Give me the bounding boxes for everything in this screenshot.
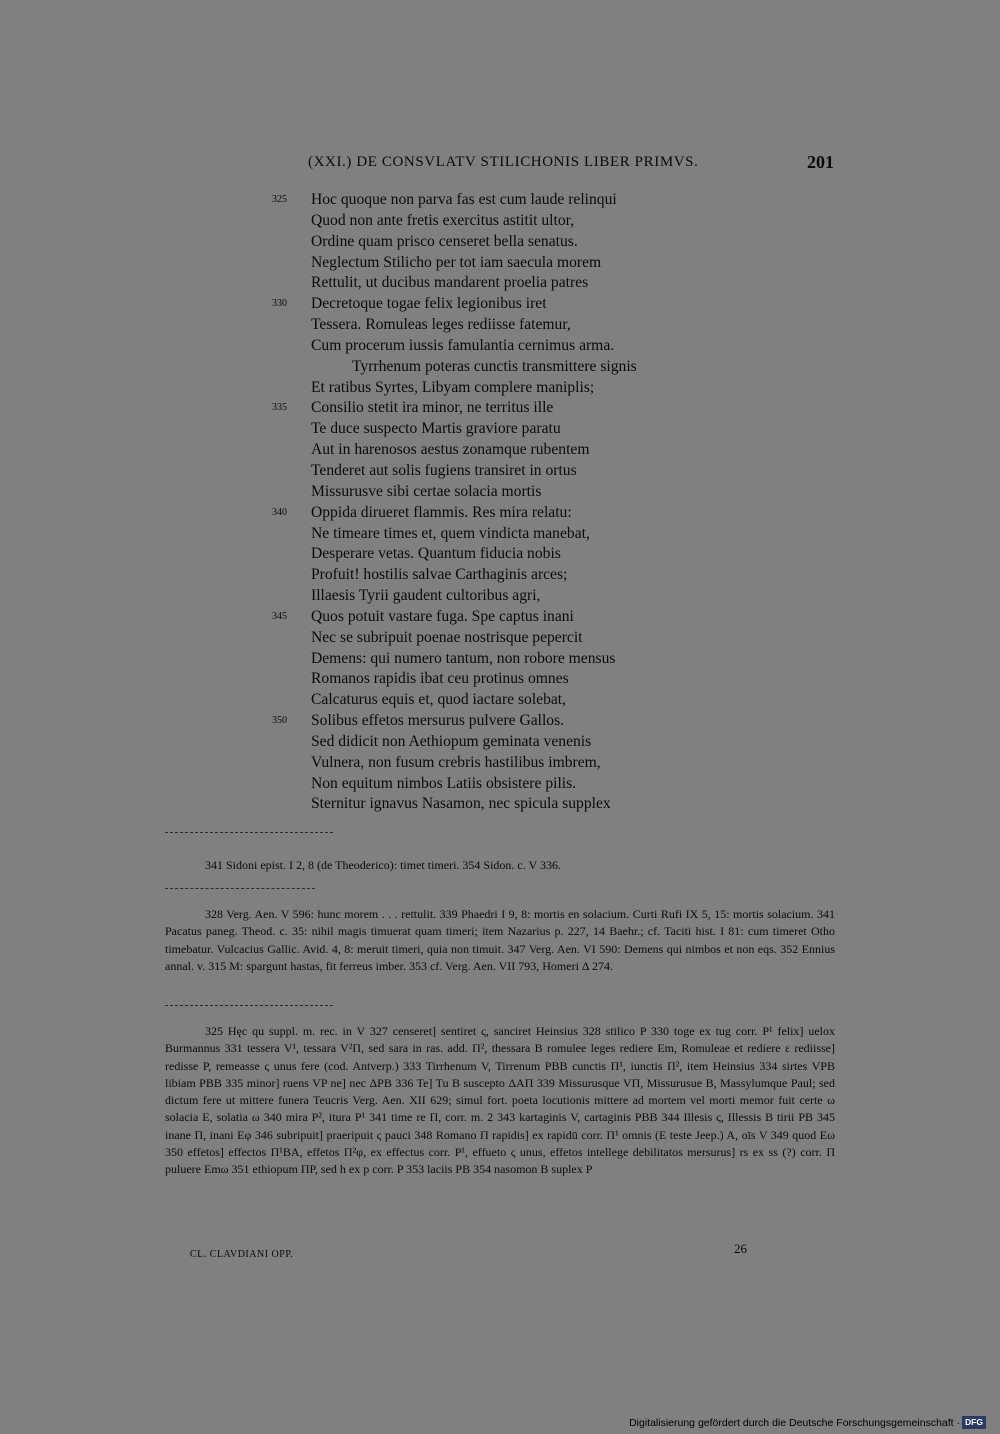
verse-text: Vulnera, non fusum crebris hastilibus imbrem,	[311, 753, 601, 771]
verse-text: Hoc quoque non parva fas est cum laude relinqui	[311, 191, 617, 208]
running-title: (XXI.) DE CONSVLATV STILICHONIS LIBER PRIMVS.	[308, 154, 699, 170]
apparatus-criticus	[165, 1023, 835, 1179]
page-number: 201	[807, 152, 834, 172]
signature-mark: CL. CLAVDIANI OPP.	[190, 1249, 294, 1260]
verse-line	[272, 378, 732, 399]
verse-text: Ordine quam prisco censeret bella senatus.	[311, 232, 578, 250]
verse-line	[272, 753, 732, 774]
verse-line	[272, 273, 732, 294]
verse-text: Missurusve sibi certae solacia mortis	[311, 482, 542, 500]
verse-text: Romanos rapidis ibat ceu protinus omnes	[311, 670, 569, 688]
separator-rule	[165, 832, 333, 834]
verse-text: Tessera. Romuleas leges rediisse fatemur,	[311, 316, 571, 334]
verse-text: Sed didicit non Aethiopum geminata venenis	[311, 732, 592, 750]
verse-line	[272, 357, 732, 378]
verse-text: Rettulit, ut ducibus mandarent proelia patres	[311, 274, 589, 292]
verse-text: Neglectum Stilicho per tot iam saecula morem	[311, 253, 602, 271]
verse-text: Consilio stetit ira minor, ne territus ille	[311, 399, 554, 417]
digitization-credit: Digitalisierung gefördert durch die Deutsche Forschungsgemeinschaft ·	[629, 1417, 960, 1429]
line-number: 340	[272, 506, 287, 518]
verse-text: Tyrrhenum poteras cunctis transmittere signis	[352, 357, 637, 375]
verse-line	[272, 690, 732, 711]
verse-line	[272, 607, 732, 628]
verse-line	[272, 336, 732, 357]
line-number: 350	[272, 715, 287, 727]
running-header	[308, 154, 834, 178]
verse-line	[272, 544, 732, 565]
verse-text: Non equitum nimbos Latiis obsistere pilis.	[311, 774, 577, 792]
verse-text: Sternitur ignavus Nasamon, nec spicula supplex	[311, 795, 611, 813]
verse-line	[272, 503, 732, 524]
line-number: 345	[272, 610, 287, 622]
parallels-footnotes	[165, 906, 835, 975]
verse-text: Profuit! hostilis salvae Carthaginis arces;	[311, 566, 568, 584]
verse-line	[272, 398, 732, 419]
verse-text: Nec se subripuit poenae nostrisque pepercit	[311, 628, 583, 646]
verse-line	[272, 482, 732, 503]
verse-text: Ne timeare times et, quem vindicta manebat,	[311, 524, 590, 542]
testimonia-footnotes	[165, 857, 835, 874]
verse-text: Desperare vetas. Quantum fiducia nobis	[311, 545, 561, 563]
verse-line	[272, 565, 732, 586]
verse-text: Te duce suspecto Martis graviore paratu	[311, 420, 561, 438]
sheet-number: 26	[734, 1241, 747, 1256]
verse-line	[272, 294, 732, 315]
verse-line	[272, 461, 732, 482]
verse-text: Quod non ante fretis exercitus astitit ultor,	[311, 211, 575, 229]
verse-text: Cum procerum iussis famulantia cernimus arma.	[311, 336, 615, 354]
verse-line	[272, 419, 732, 440]
poem-verses	[272, 190, 732, 815]
verse-text: Decretoque togae felix legionibus iret	[311, 295, 547, 313]
verse-line	[272, 649, 732, 670]
verse-line	[272, 711, 732, 732]
verse-text: Demens: qui numero tantum, non robore mensus	[311, 649, 616, 667]
verse-text: Solibus effetos mersurus pulvere Gallos.	[311, 712, 565, 730]
verse-text: Tenderet aut solis fugiens transiret in ortus	[311, 461, 577, 479]
verse-line	[272, 253, 732, 274]
line-number: 330	[272, 298, 287, 310]
verse-text: Et ratibus Syrtes, Libyam complere maniplis;	[311, 378, 595, 396]
verse-line	[272, 628, 732, 649]
verse-line	[272, 794, 732, 815]
verse-line	[272, 232, 732, 253]
verse-text: Calcaturus equis et, quod iactare solebat,	[311, 691, 567, 709]
verse-text: Oppida dirueret flammis. Res mira relatu:	[311, 503, 572, 521]
apparatus-text: 325 Hęc qu suppl. m. rec. in V 327 censeret] sentiret ς, sanciret Heinsius 328 stilico P 330 toge ex tug corr. P¹ felix] uelox Burmannus 331 tessera V¹, tessara V²Π, sed sara in ras. add. Π², thessara B romulee leges rediere Em, Romuleae et rediere ε rediisse] redisse P, remeasse ς unus fere (cod. Antverp.) 333 Tirrhenum V, Tirrenum PBB cunctis Π¹, iunctis Π², item Heinsius 334 sirtes VPB libiam PBB 335 minor] ruens VP ne] nec ΔPB 336 Te] Tu B suscepto ΔAΠ 339 Missurusque VΠ, Missurusue B, Massylumque Paul; sed dictum fere ut mittere funera Teucris Verg. Aen. XII 629; simul fort. poeta locutionis mittere ad mortem vel morti memor fuit certe ω solacia E, solatia ω 340 mira P², itura P¹ 341 time re Π, corr. m. 2 343 kartaginis V, cartaginis PBB 344 Illesis ς, Illessis B tirii PB 345 inane Π, inani Eφ 346 subripuit] praeripuit ς pauci 348 Romano Π rapidis] ex rapidū corr. Π¹ omnis (E teste Jeep.) A, oīs V 349 quod Eω 350 effetos] effectos Π¹BA, effetos Π²φ, ex effectus corr. P¹, effueto ς unus, effetos intellege debilitatos mersurus] rs ex ss (?) corr. Π puluere Emω 351 ethiopum ΠP, sed h ex p corr. P 353 laciis PB 354 nasomon B suplex P	[165, 1024, 835, 1177]
verse-text: Quos potuit vastare fuga. Spe captus inani	[311, 607, 574, 625]
line-number: 325	[272, 194, 287, 205]
verse-line	[272, 190, 732, 211]
dfg-logo: DFG	[962, 1416, 986, 1429]
verse-line	[272, 315, 732, 336]
verse-line	[272, 669, 732, 690]
verse-text: Illaesis Tyrii gaudent cultoribus agri,	[311, 587, 541, 605]
verse-line	[272, 440, 732, 461]
verse-line	[272, 774, 732, 795]
verse-line	[272, 586, 732, 607]
line-number: 335	[272, 402, 287, 414]
verse-text: Aut in harenosos aestus zonamque rubentem	[311, 441, 590, 459]
parallels-text: 328 Verg. Aen. V 596: hunc morem . . . rettulit. 339 Phaedri I 9, 8: mortis en solacium. Curti Rufi IX 5, 15: mortis solacium. 341 Pacatus paneg. Theod. c. 35: nihil magis timuerat quam timeri; item Nazarius p. 227, 14 Baehr.; cf. Taciti hist. I 81: cum timeret Otho timebatur. Vulcacius Gallic. Avid. 4, 8: meruit timeri, quia non timuit. 347 Verg. Aen. VI 590: Demens qui nimbos et non eqs. 352 Ennius annal. v. 315 M: spargunt hastas, fit ferreus imber. 353 cf. Verg. Aen. VII 793, Homeri Δ 274.	[165, 907, 835, 973]
verse-line	[272, 524, 732, 545]
separator-rule	[165, 888, 315, 890]
verse-line	[272, 211, 732, 232]
testimonia-text: 341 Sidoni epist. I 2, 8 (de Theoderico): timet timeri. 354 Sidon. c. V 336.	[205, 858, 561, 872]
separator-rule	[165, 1005, 333, 1007]
verse-line	[272, 732, 732, 753]
